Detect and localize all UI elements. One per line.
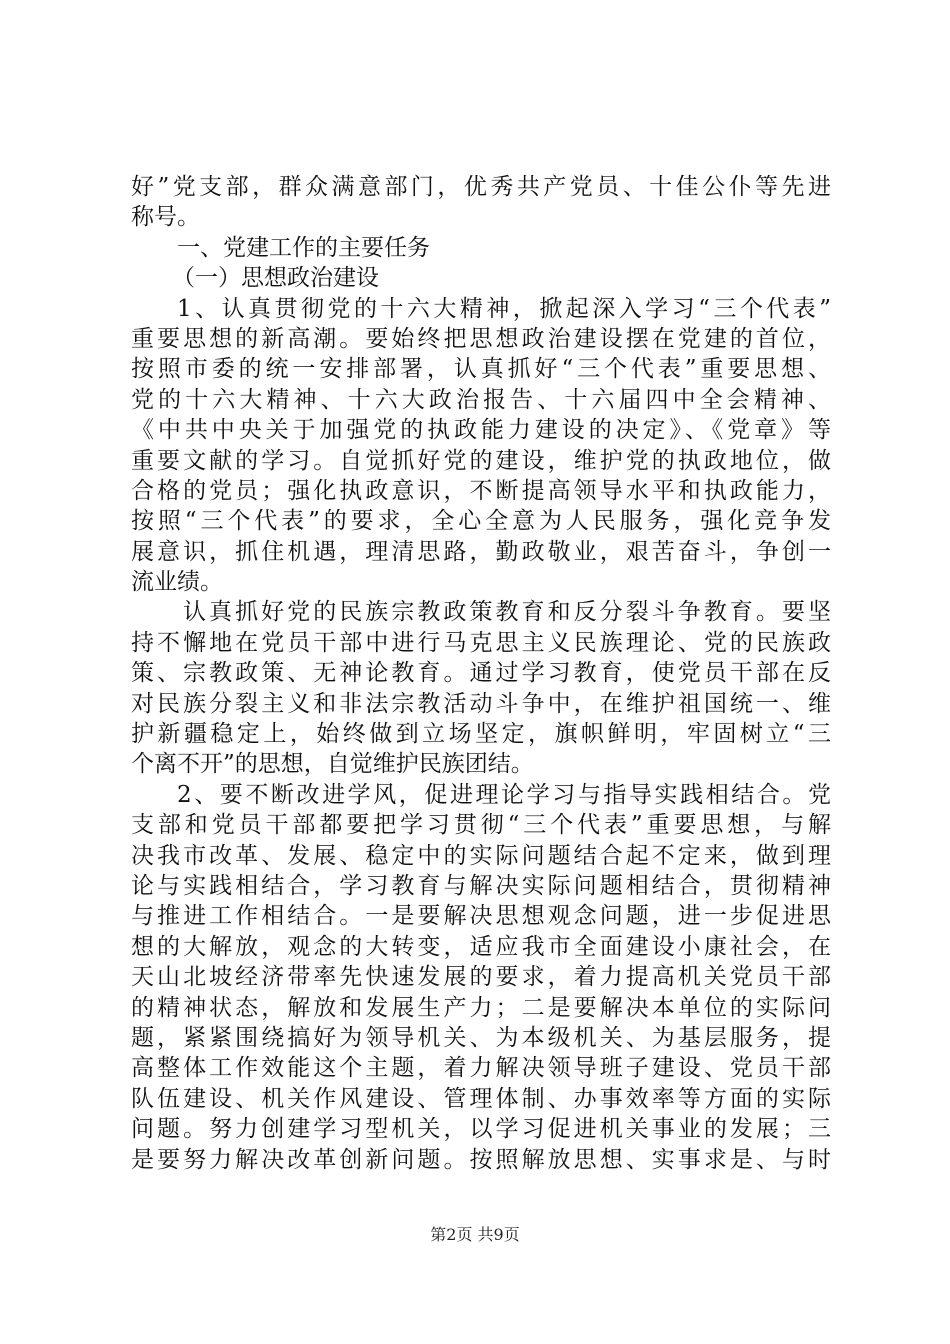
page-number-footer: 第2页 共9页 [430, 1225, 520, 1244]
text-line: 论与实践相结合，学习教育与解决实际问题相结合，贯彻精神 [131, 872, 831, 899]
text-line: 的精神状态，解放和发展生产力；二是要解决本单位的实际问 [131, 994, 831, 1021]
text-line: 称号。 [131, 204, 200, 231]
text-line: 好”党支部，群众满意部门，优秀共产党员、十佳公仆等先进 [131, 174, 831, 200]
text-line: 题，紧紧围绕搞好为领导机关、为本级机关、为基层服务，提 [131, 1024, 831, 1051]
text-line: 重要思想的新高潮。要始终把思想政治建设摆在党建的首位， [131, 325, 831, 352]
text-line: 认真抓好党的民族宗教政策教育和反分裂斗争教育。要坚 [183, 599, 831, 626]
text-line: 按照市委的统一安排部署，认真抓好“三个代表”重要思想、 [131, 356, 831, 383]
text-line: 持不懈地在党员干部中进行马克思主义民族理论、党的民族政 [131, 629, 831, 656]
text-line: 流业绩。 [131, 569, 223, 596]
text-line: 个离不开”的思想，自觉维护民族团结。 [131, 751, 534, 778]
text-line: 决我市改革、发展、稳定中的实际问题结合起不定来，做到理 [131, 842, 831, 869]
text-line: 2、要不断改进学风，促进理论学习与指导实践相结合。党 [177, 781, 831, 808]
text-line: 合格的党员；强化执政意识，不断提高领导水平和执政能力， [131, 477, 831, 504]
text-line: 问题。努力创建学习型机关，以学习促进机关事业的发展；三 [131, 1116, 831, 1143]
section-heading: 一、党建工作的主要任务 [177, 234, 430, 261]
text-line: 重要文献的学习。自觉抓好党的建设，维护党的执政地位，做 [131, 447, 831, 474]
text-line: 高整体工作效能这个主题，着力解决领导班子建设、党员干部 [131, 1055, 831, 1082]
text-line: 展意识，抓住机遇，理清思路，勤政敬业，艰苦奋斗，争创一 [131, 538, 831, 565]
subsection-heading: （一）思想政治建设 [172, 265, 379, 292]
text-line: 《中共中央关于加强党的执政能力建设的决定》、《党章》等 [131, 417, 831, 444]
text-line: 支部和党员干部都要把学习贯彻“三个代表”重要思想，与解 [131, 812, 831, 839]
text-line: 护新疆稳定上，始终做到立场坚定，旗帜鲜明，牢固树立“三 [131, 721, 831, 748]
text-line: 想的大解放，观念的大转变，适应我市全面建设小康社会，在 [131, 933, 831, 960]
text-line: 天山北坡经济带率先快速发展的要求，着力提高机关党员干部 [131, 964, 831, 991]
text-line: 按照“三个代表”的要求，全心全意为人民服务，强化竞争发 [131, 508, 831, 535]
text-line: 与推进工作相结合。一是要解决思想观念问题，进一步促进思 [131, 903, 831, 930]
text-line: 队伍建设、机关作风建设、管理体制、办事效率等方面的实际 [131, 1085, 831, 1112]
text-line: 是要努力解决改革创新问题。按照解放思想、实事求是、与时 [131, 1146, 831, 1173]
text-line: 策、宗教政策、无神论教育。通过学习教育，使党员干部在反 [131, 660, 831, 687]
text-line: 对民族分裂主义和非法宗教活动斗争中，在维护祖国统一、维 [131, 690, 831, 717]
text-line: 1、认真贯彻党的十六大精神，掀起深入学习“三个代表” [177, 295, 831, 322]
text-line: 党的十六大精神、十六大政治报告、十六届四中全会精神、 [131, 386, 831, 413]
document-body [131, 172, 831, 1175]
